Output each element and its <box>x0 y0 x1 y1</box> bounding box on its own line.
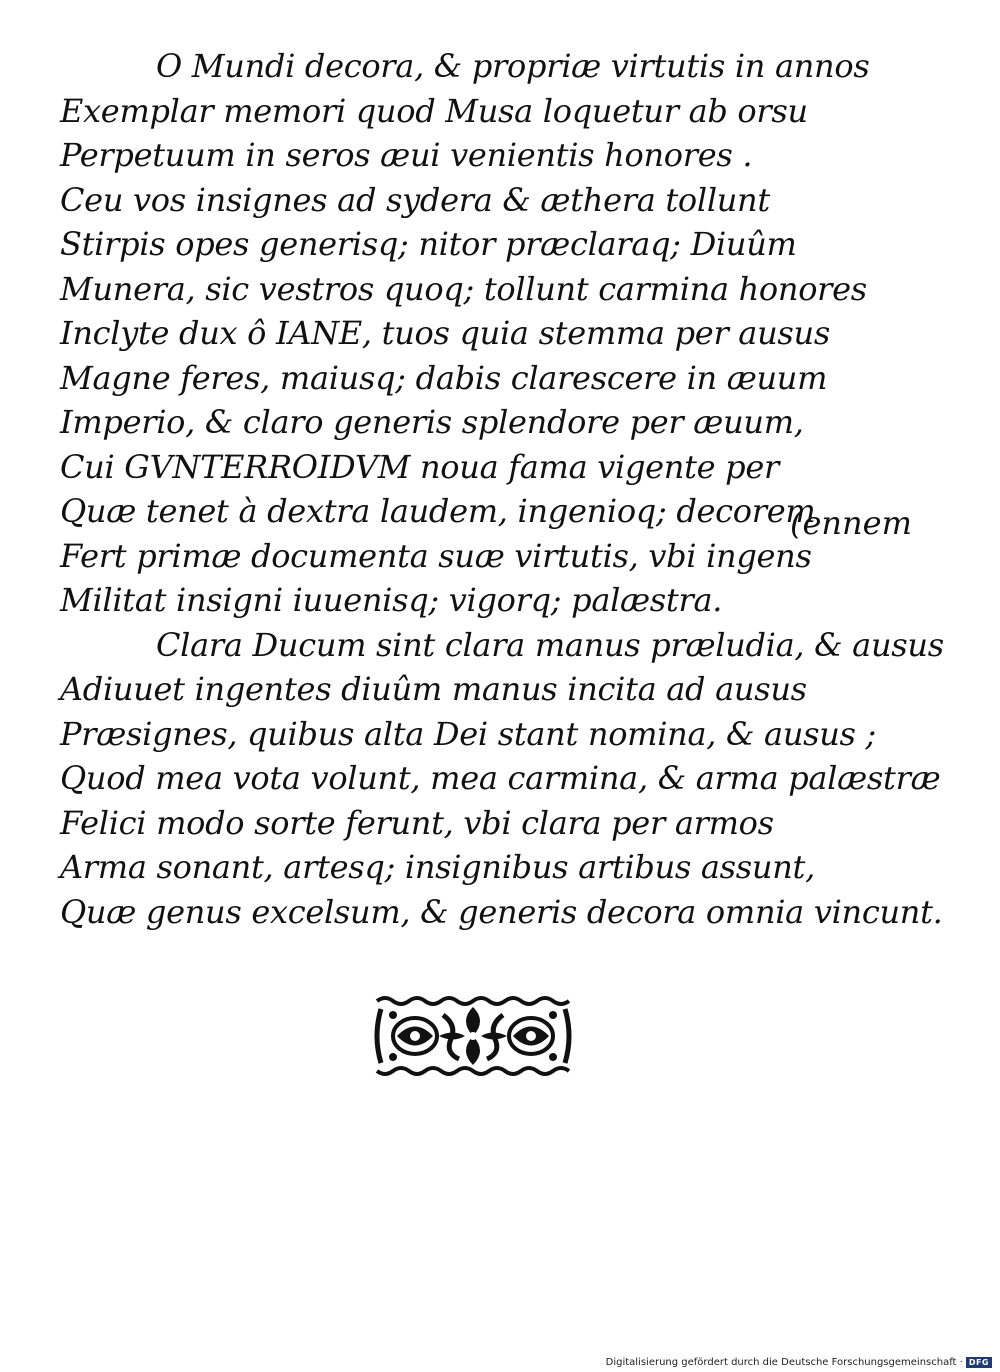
poem-line: Quæ genus excelsum, & generis decora omnia vincunt. <box>60 892 943 931</box>
poem-line: Imperio, & claro generis splendore per æuum, <box>60 403 804 441</box>
footer-credit-text: Digitalisierung gefördert durch die Deutsche Forschungsgemeinschaft · <box>605 1357 963 1368</box>
printers-fleuron-ornament-icon <box>373 995 573 1077</box>
poem-line: Adiuuet ingentes diuûm manus incita ad ausus <box>60 670 807 708</box>
poem-line: Fert primæ documenta suæ virtutis, vbi ingens <box>60 536 812 575</box>
poem-line: Magne feres, maiusq; dabis clarescere in æuum <box>60 358 828 397</box>
poem-line: Ceu vos insignes ad sydera & æthera tollunt <box>60 180 770 219</box>
poem-line: Cui GVNTERROIDVM noua fama vigente per <box>60 447 779 486</box>
poem-line: Præsignes, quibus alta Dei stant nomina, & ausus ; <box>60 714 877 753</box>
poem-line: Quæ tenet à dextra laudem, ingenioq; decorem <box>60 492 816 530</box>
poem-line: O Mundi decora, & propriæ virtutis in annos <box>156 47 870 85</box>
poem-line: Militat insigni iuuenisq; vigorq; palæstra. <box>60 581 723 619</box>
dfg-logo: DFG <box>966 1357 992 1368</box>
digitization-footer <box>606 1357 992 1368</box>
runover-text: (ennem <box>790 504 912 542</box>
poem-line: Quod mea vota volunt, mea carmina, & arma palæstræ <box>60 759 941 797</box>
poem-line: Arma sonant, artesq; insignibus artibus assunt, <box>60 848 815 886</box>
poem-text <box>60 44 944 934</box>
poem-line: Inclyte dux ô IANE, tuos quia stemma per ausus <box>60 314 830 352</box>
poem-line: Munera, sic vestros quoq; tollunt carmina honores <box>60 269 867 308</box>
poem-line: Perpetuum in seros æui venientis honores . <box>60 136 753 174</box>
poem-line: Felici modo sorte ferunt, vbi clara per armos <box>60 803 774 842</box>
poem-line: Exemplar memori quod Musa loquetur ab orsu <box>60 91 808 130</box>
poem-line: Clara Ducum sint clara manus præludia, & ausus <box>156 625 944 664</box>
poem-line: Stirpis opes generisq; nitor præclaraq; Diuûm <box>60 225 797 263</box>
